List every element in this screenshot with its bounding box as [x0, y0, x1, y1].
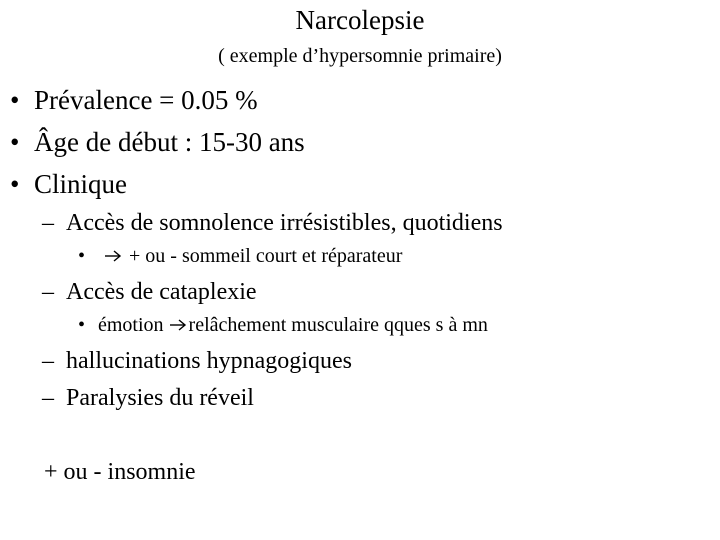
cataplexie-detail-after: relâchement musculaire qques s à mn — [188, 314, 488, 336]
arrow-right-icon — [104, 244, 124, 268]
clinique-item: Clinique — [34, 169, 127, 199]
hallucinations-item: hallucinations hypnagogiques — [66, 348, 352, 374]
bullet-marker: • — [78, 245, 86, 267]
dash-marker: – — [42, 210, 54, 236]
slide-subtitle: ( exemple d’hypersomnie primaire) — [218, 45, 502, 67]
somnolence-item: Accès de somnolence irrésistibles, quotidiens — [66, 210, 503, 236]
paralysies-item: Paralysies du réveil — [66, 385, 254, 411]
bullet-marker: • — [10, 85, 20, 115]
prevalence-item: Prévalence = 0.05 % — [34, 85, 258, 115]
dash-marker: – — [42, 348, 54, 374]
slide-title: Narcolepsie — [295, 5, 425, 35]
somnolence-detail-text: + ou - sommeil court et réparateur — [124, 245, 403, 267]
bullet-marker: • — [10, 127, 20, 157]
dash-marker: – — [42, 279, 54, 305]
age-onset-item: Âge de début : 15-30 ans — [34, 127, 305, 157]
cataplexie-detail — [98, 313, 488, 337]
bullet-marker: • — [10, 169, 20, 199]
insomnie-note: + ou - insomnie — [44, 459, 196, 485]
cataplexie-item: Accès de cataplexie — [66, 279, 257, 305]
cataplexie-detail-before: émotion — [98, 314, 169, 336]
somnolence-detail — [104, 244, 402, 268]
arrow-right-icon — [169, 313, 189, 337]
dash-marker: – — [42, 385, 54, 411]
bullet-marker: • — [78, 314, 86, 336]
